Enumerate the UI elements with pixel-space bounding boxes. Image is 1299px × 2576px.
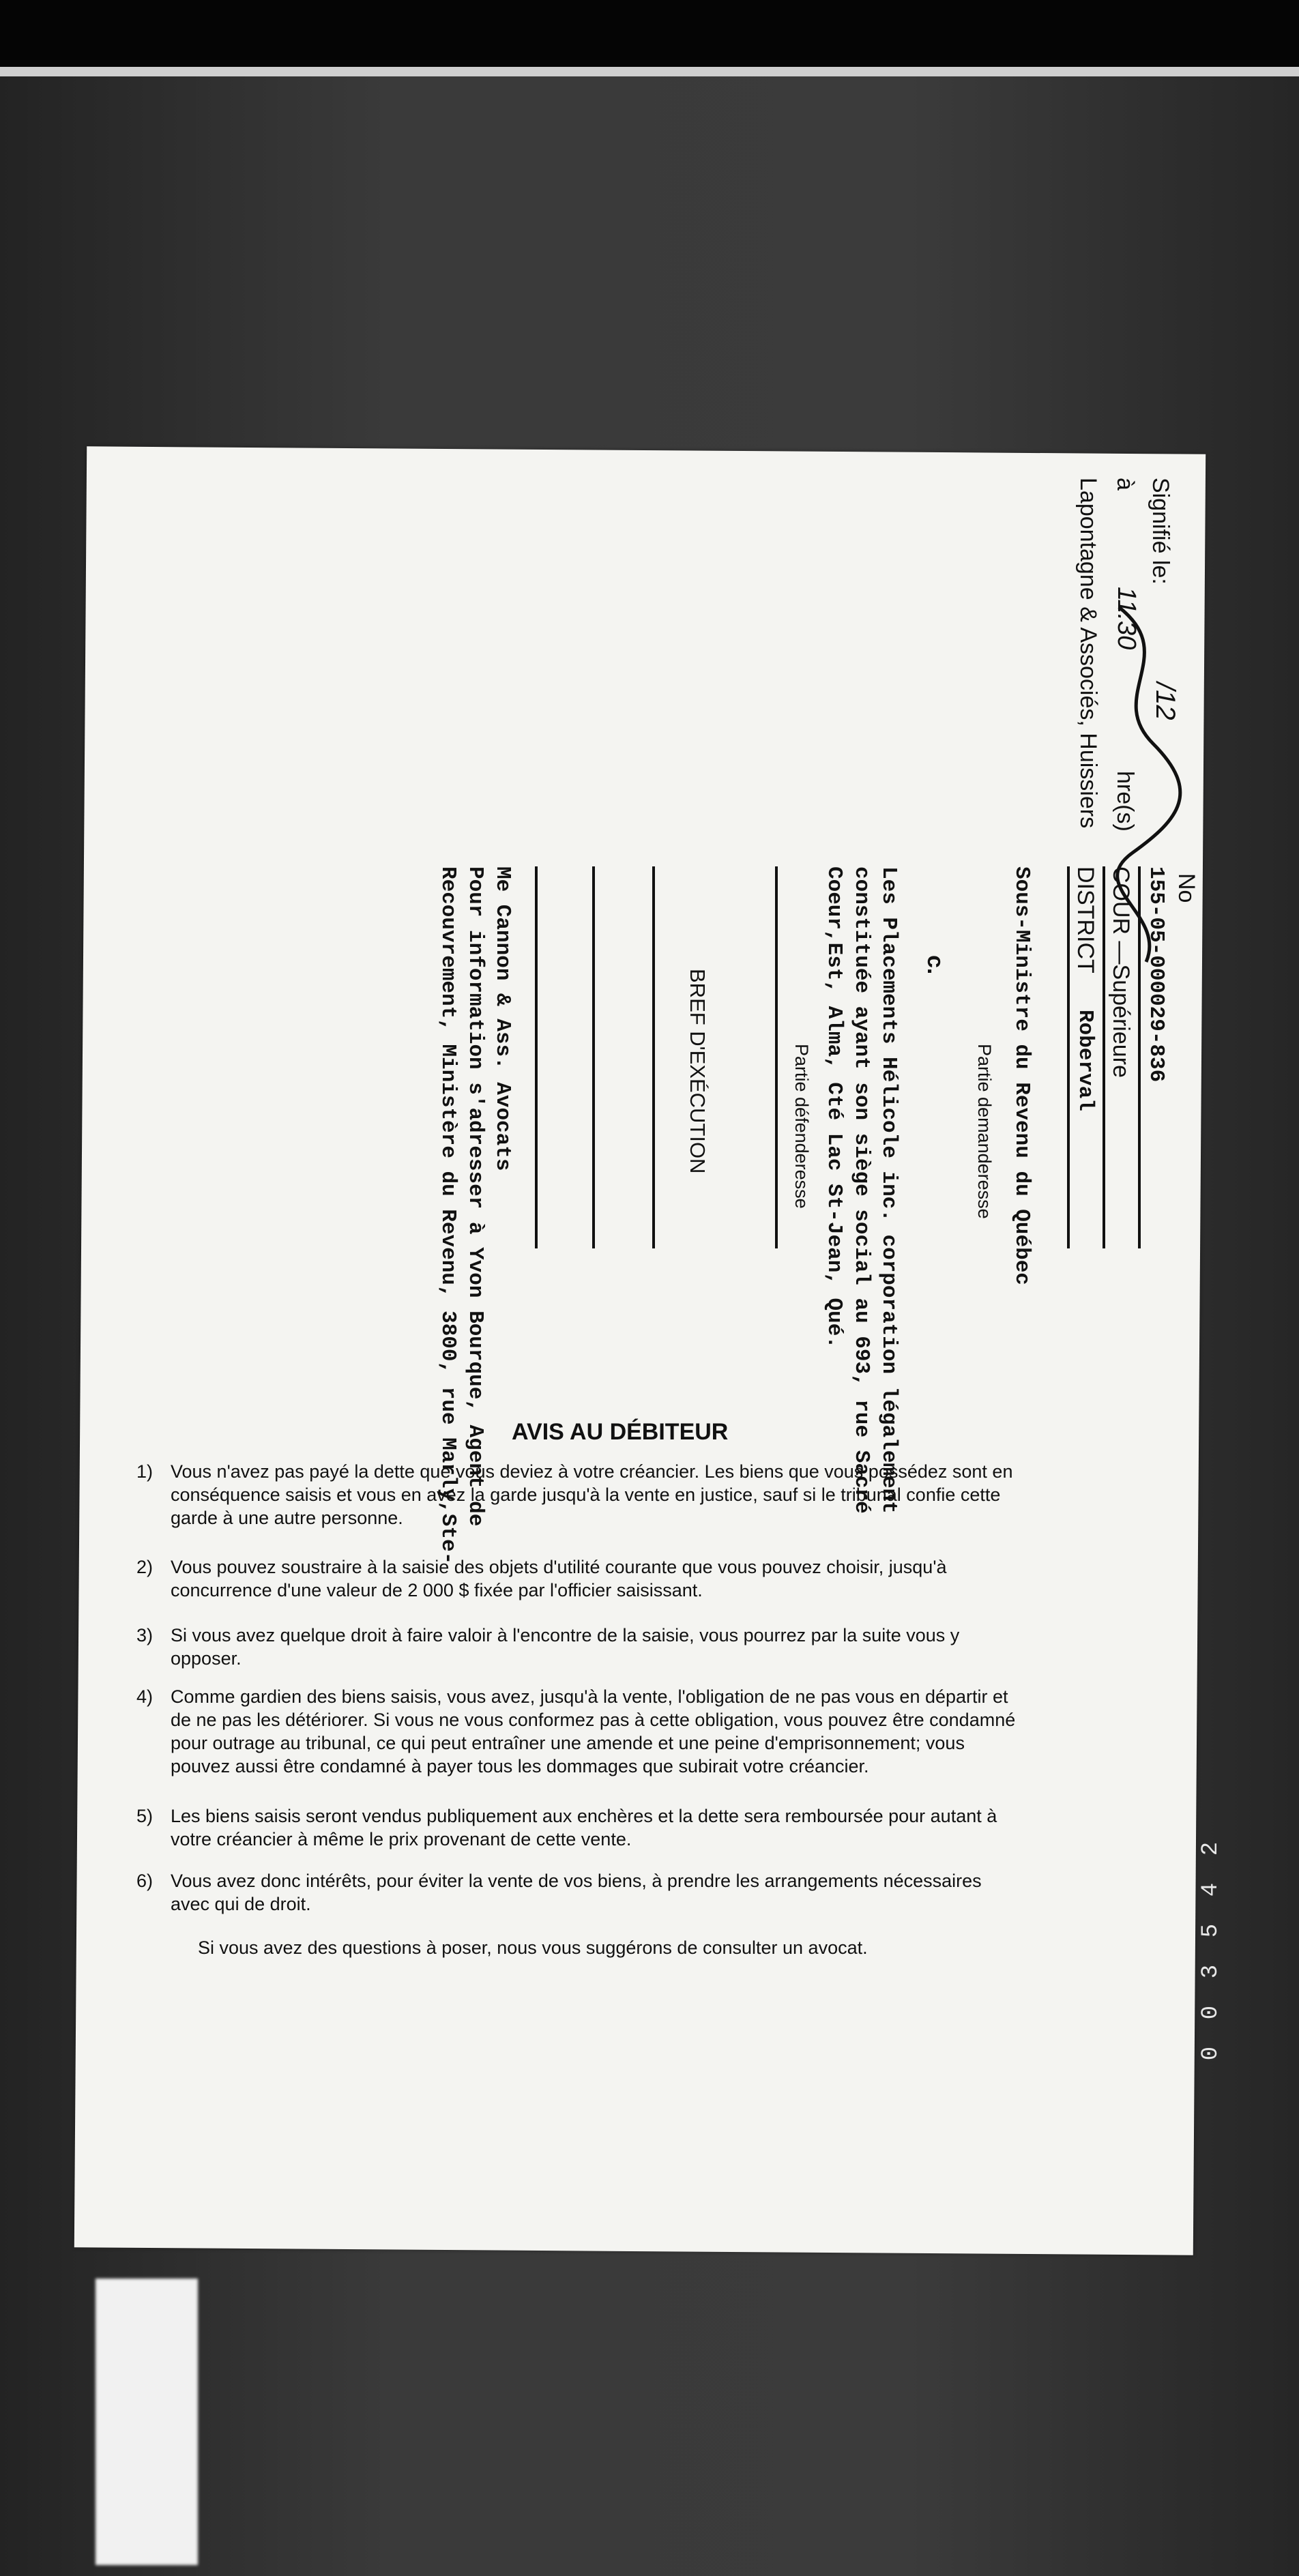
notice-item-2 [136,1555,1017,1602]
defendant-role: Partie défenderesse [791,1044,812,1209]
notice-item-3 [136,1624,1017,1670]
case-number: 155-05-000029-836 [1144,866,1168,1083]
defendant-line-3: Coeur,Est, Alma, Cté Lac St-Jean, Qué. [822,866,846,1349]
notice-item-number: 6) [136,1871,154,1891]
frame-digit: 3 [1198,1964,1224,1979]
notice-item-text: Vous n'avez pas payé la dette que vous deviez à votre créancier. Les biens que vous possédez sont en conséquence saisis et vous en avez la garde jusqu'à la vente en justice, sauf si le tribunal confie cette garde à une autre personne. [171,1461,1013,1528]
notice-item-text: Si vous avez quelque droit à faire valoir à l'encontre de la saisie, vous pourrez par la suite vous y opposer. [171,1625,960,1669]
plaintiff-role: Partie demanderesse [974,1044,995,1219]
notice-item-text: Comme gardien des biens saisis, vous avez, jusqu'à la vente, l'obligation de ne pas vous en départir et de ne pas les détériorer. Si vous ne vous conformez pas à cette obligation, vous pouvez être condamné pour outrage au tribunal, ce qui peut entraîner une amende et une peine d'emprisonnement; vous pouvez aussi être condamné à payer tous les dommages que subirait votre créancier. [171,1686,1016,1776]
frame-digit: 5 [1198,1923,1224,1938]
microfilm-edge-line [0,67,1299,76]
notice-closing: Si vous avez des questions à poser, nous vous suggérons de consulter un avocat. [198,1937,868,1958]
film-glare [96,2279,198,2565]
frame-digit: 2 [1198,1841,1224,1856]
notice-item-number: 5) [136,1806,154,1826]
notice-item-5 [136,1804,1017,1851]
notice-item-number: 3) [136,1625,154,1645]
frame-digit: 0 [1198,2005,1224,2020]
frame-digit: 4 [1198,1882,1224,1897]
defendant-line-2: constituée ayant son siège social au 693, rue Sacré [849,866,873,1514]
notice-item-text: Vous pouvez soustraire à la saisie des objets d'utilité courante que vous pouvez choisir, jusqu'à concurrence d'une valeur de 2 000 $ fixée par l'officier saisissant. [171,1557,947,1600]
notice-title: AVIS AU DÉBITEUR [512,1419,729,1445]
document-title: BREF D'EXÉCUTION [686,969,710,1174]
case-number-label: No [1173,873,1199,903]
handwritten-signature [1098,594,1194,976]
bailiffs-name: Lapontagne & Associés, Huissiers [1075,478,1101,829]
frame-digit: 0 [1198,2046,1224,2061]
notice-item-number: 1) [136,1461,154,1482]
plaintiff-name: Sous-Ministre du Revenu du Québec [1010,866,1034,1285]
info-line-1: Pour information s'adresser à Yvon Bourque, Agent de [463,866,487,1527]
attorneys-name: Me Cannon & Ass. Avocats [491,866,514,1171]
served-label: Signifié le: [1148,478,1173,585]
notice-item-text: Vous avez donc intérêts, pour éviter la vente de vos biens, à prendre les arrangements nécessaires avec qui de droit. [171,1871,982,1914]
notice-item-1 [136,1460,1017,1530]
served-hours-label: hre(s) [1112,771,1138,832]
notice-item-text: Les biens saisis seront vendus publiquement aux enchères et la dette sera remboursée pour autant à votre créancier à même le prix provenant de cette vente. [171,1806,997,1849]
microfilm-top-border [0,0,1299,67]
versus-label: c. [922,955,948,975]
notice-item-4 [136,1685,1017,1778]
served-date: /12 [1150,682,1180,720]
frame-number [1191,1828,1231,2088]
blank-line-3 [535,866,538,1248]
blank-line-2 [592,866,595,1248]
served-time: 11:30 [1112,587,1141,650]
blank-line-1 [652,866,655,1248]
district-name: Roberval [1073,1010,1097,1111]
defendant-line-1: Les Placements Hélicole inc. corporation légalement [877,866,901,1514]
district-label: DISTRICT [1072,866,1098,974]
notice-item-number: 2) [136,1557,154,1577]
court-name: COUR —Supérieure [1108,866,1134,1078]
served-at-label: à [1112,478,1138,491]
district-underline [1067,866,1070,1248]
info-line-2: Recouvrement, Ministère du Revenu, 3800, rue Marly,Ste- [436,866,460,1565]
notice-item-number: 4) [136,1686,154,1707]
notice-item-6 [136,1869,1017,1916]
defendant-underline [775,866,778,1248]
